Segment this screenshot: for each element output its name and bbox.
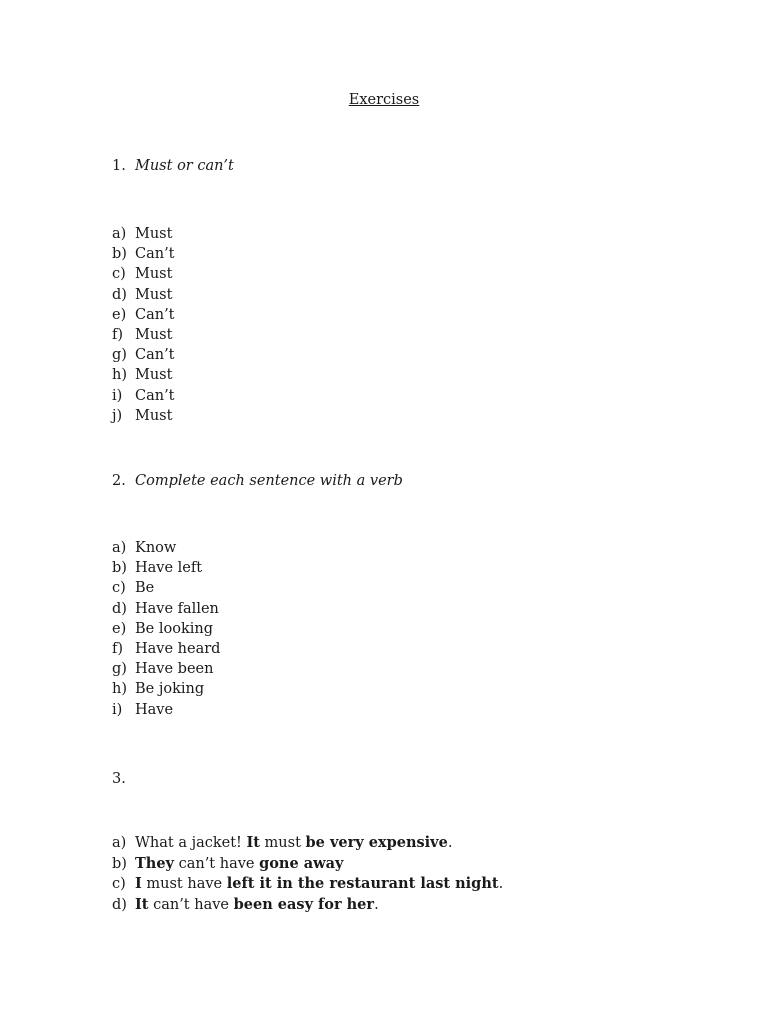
list-item xyxy=(112,285,175,305)
item-text: Have heard xyxy=(135,640,221,657)
list-item xyxy=(112,386,175,406)
item-label: a) xyxy=(112,226,127,242)
item-text: Must xyxy=(135,407,173,424)
section-3-heading xyxy=(112,771,135,787)
sentence-subject: It xyxy=(246,834,260,851)
sentence-completion: left it in the restaurant last night xyxy=(226,875,499,892)
sentence-text: What a jacket! xyxy=(135,835,247,851)
item-label: b) xyxy=(112,246,127,263)
section-number: 2. xyxy=(112,473,126,489)
item-label: d) xyxy=(112,286,127,303)
item-label: c) xyxy=(112,266,126,283)
sentence-modal: must have xyxy=(141,876,227,892)
sentence-modal: can’t have xyxy=(148,896,234,913)
list-item xyxy=(112,700,220,720)
item-text: Have xyxy=(135,701,174,718)
item-label: e) xyxy=(112,306,127,323)
item-text: Can’t xyxy=(135,246,175,263)
list-item xyxy=(112,558,220,578)
item-text: Have left xyxy=(135,560,203,577)
item-label: h) xyxy=(112,367,127,384)
sentence-punctuation: . xyxy=(498,876,504,892)
list-item xyxy=(112,406,175,426)
item-label: j) xyxy=(112,407,123,424)
list-item xyxy=(112,679,220,699)
section-title: Must or can’t xyxy=(135,158,234,174)
sentence-punctuation: . xyxy=(447,835,453,851)
item-label: e) xyxy=(112,620,127,637)
list-item xyxy=(112,619,220,639)
item-label: f) xyxy=(112,640,124,657)
item-label: b) xyxy=(112,855,127,872)
sentence-subject: It xyxy=(135,895,149,913)
list-item xyxy=(112,578,220,598)
list-item xyxy=(112,854,503,875)
sentence-completion: been easy for her xyxy=(233,895,375,913)
item-label: a) xyxy=(112,835,127,851)
list-item xyxy=(112,365,175,385)
list-item xyxy=(112,224,175,244)
item-text: Can’t xyxy=(135,306,175,323)
item-text: Can’t xyxy=(135,347,175,364)
item-text: Can’t xyxy=(135,387,175,404)
item-label: c) xyxy=(112,580,126,597)
item-text: Know xyxy=(135,540,177,556)
page-title: Exercises xyxy=(348,92,420,108)
item-label: a) xyxy=(112,540,127,556)
item-label: h) xyxy=(112,681,127,698)
item-label: c) xyxy=(112,876,126,892)
item-text: Be xyxy=(135,580,155,597)
list-item xyxy=(112,895,503,916)
item-text: Must xyxy=(135,266,173,283)
item-label: g) xyxy=(112,347,127,364)
item-text: Must xyxy=(135,286,173,303)
item-text: Be joking xyxy=(135,681,205,698)
sentence-modal: must xyxy=(259,835,306,851)
list-item xyxy=(112,538,220,558)
section-3-answer-list xyxy=(112,833,503,915)
section-1-answer-list xyxy=(112,224,175,426)
item-text: Have been xyxy=(135,661,214,678)
section-2-answer-list xyxy=(112,538,220,720)
section-number: 3. xyxy=(112,771,126,787)
section-number: 1. xyxy=(112,158,126,174)
item-text: Must xyxy=(135,326,173,343)
list-item xyxy=(112,599,220,619)
section-2-heading xyxy=(112,473,403,489)
sentence-subject: I xyxy=(135,875,142,892)
item-label: d) xyxy=(112,896,127,913)
list-item xyxy=(112,639,220,659)
sentence-modal: can’t have xyxy=(173,855,260,872)
list-item xyxy=(112,833,503,854)
list-item xyxy=(112,874,503,895)
list-item xyxy=(112,244,175,264)
sentence-completion: gone away xyxy=(259,854,344,872)
section-title: Complete each sentence with a verb xyxy=(135,473,403,489)
list-item xyxy=(112,345,175,365)
item-label: f) xyxy=(112,326,124,343)
section-1-heading xyxy=(112,158,234,174)
list-item xyxy=(112,305,175,325)
sentence-completion: be very expensive xyxy=(305,834,448,851)
item-label: i) xyxy=(112,701,123,718)
item-label: g) xyxy=(112,661,127,678)
sentence-subject: They xyxy=(135,854,174,872)
item-label: b) xyxy=(112,560,127,577)
sentence-punctuation: . xyxy=(374,896,379,913)
list-item xyxy=(112,325,175,345)
list-item xyxy=(112,264,175,284)
item-label: i) xyxy=(112,387,123,404)
item-text: Must xyxy=(135,367,173,384)
item-label: d) xyxy=(112,600,127,617)
item-text: Must xyxy=(135,226,173,242)
item-text: Be looking xyxy=(135,620,213,637)
item-text: Have fallen xyxy=(135,600,219,617)
list-item xyxy=(112,659,220,679)
